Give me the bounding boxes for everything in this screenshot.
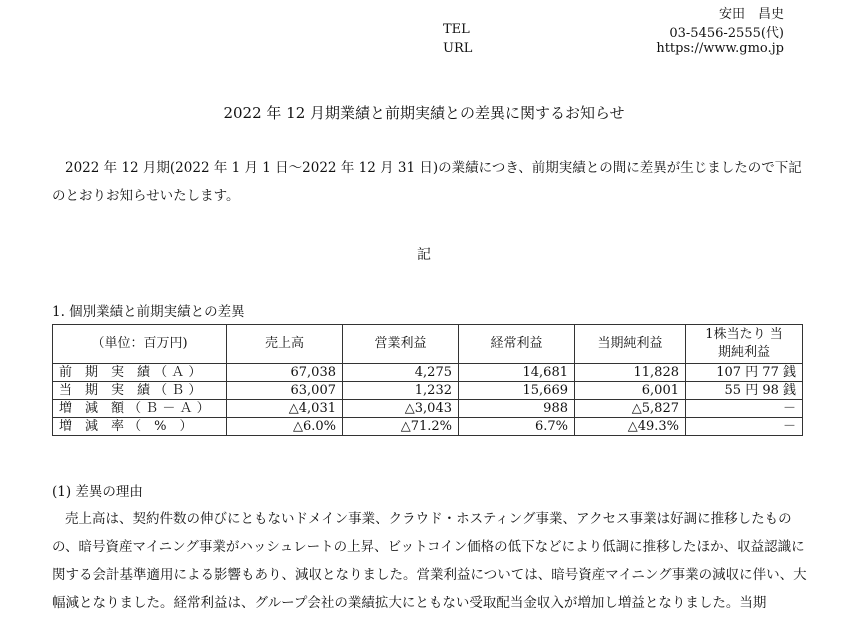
header-sales: 売上高: [227, 325, 343, 364]
table-header-row: [53, 325, 803, 364]
table-row: [53, 418, 803, 436]
table-cell: △4,031: [227, 400, 343, 418]
section-title: 1. 個別業績と前期実績との差異: [52, 304, 245, 320]
url-value[interactable]: https://www.gmo.jp: [656, 41, 784, 56]
table-cell: 11,828: [575, 364, 686, 382]
header-eps: [686, 325, 803, 364]
row-label: 増 減 額 （ Ｂ － Ａ ）: [53, 400, 227, 418]
table-cell: 4,275: [343, 364, 459, 382]
table-cell: 55 円 98 銭: [686, 382, 803, 400]
tel-label: TEL: [443, 22, 470, 37]
table-row: [53, 382, 803, 400]
table-cell: 14,681: [459, 364, 575, 382]
intro-paragraph: 2022 年 12 月期(2022 年 1 月 1 日～2022 年 12 月 31 日)の業績につき、前期実績との間に差異が生じましたので下記のとおりお知らせいたします。: [52, 160, 802, 204]
table-cell: △5,827: [575, 400, 686, 418]
table-cell: 6.7%: [459, 418, 575, 436]
table-cell: 107 円 77 銭: [686, 364, 803, 382]
table-cell: 15,669: [459, 382, 575, 400]
header-unit: （単位：百万円): [53, 325, 227, 364]
header-net-income: 当期純利益: [575, 325, 686, 364]
reason-heading: (1) 差異の理由: [52, 484, 143, 500]
table-row: [53, 364, 803, 382]
contact-name: 安田 昌史: [718, 7, 784, 22]
ki-heading: 記: [417, 247, 431, 263]
table-cell: －: [686, 400, 803, 418]
table-cell: －: [686, 418, 803, 436]
row-label: 前 期 実 績 （ Ａ ）: [53, 364, 227, 382]
row-label: 当 期 実 績 （ Ｂ ）: [53, 382, 227, 400]
table-cell: 67,038: [227, 364, 343, 382]
header-ordinary-profit: 経常利益: [459, 325, 575, 364]
table-cell: △6.0%: [227, 418, 343, 436]
table-cell: 6,001: [575, 382, 686, 400]
table-cell: 1,232: [343, 382, 459, 400]
document-title: 2022 年 12 月期業績と前期実績との差異に関するお知らせ: [223, 104, 625, 122]
header-eps-text: 1株当たり 当期純利益: [705, 327, 783, 360]
reason-paragraph: 売上高は、契約件数の伸びにともないドメイン事業、クラウド・ホスティング事業、アクセス事業は好調に推移したものの、暗号資産マイニング事業がハッシュレートの上昇、ビットコイン価格の低下などにより低調に推移したほか、収益認識に関する会計基準適用による影響もあり、減収となりました。営業利益については、暗号資産マイニング事業の減収に伴い、大幅減となりました。経常利益は、グループ会社の業績拡大にともない受取配当金収入が増加し増益となりました。当期: [52, 511, 807, 611]
tel-value: 03-5456-2555(代): [669, 26, 784, 41]
row-label: 増 減 率 （ % ）: [53, 418, 227, 436]
table-cell: △71.2%: [343, 418, 459, 436]
table-cell: 63,007: [227, 382, 343, 400]
url-label: URL: [443, 41, 473, 56]
table-cell: △49.3%: [575, 418, 686, 436]
results-table: [52, 324, 803, 436]
table-cell: 988: [459, 400, 575, 418]
table-cell: △3,043: [343, 400, 459, 418]
table-row: [53, 400, 803, 418]
header-operating-profit: 営業利益: [343, 325, 459, 364]
